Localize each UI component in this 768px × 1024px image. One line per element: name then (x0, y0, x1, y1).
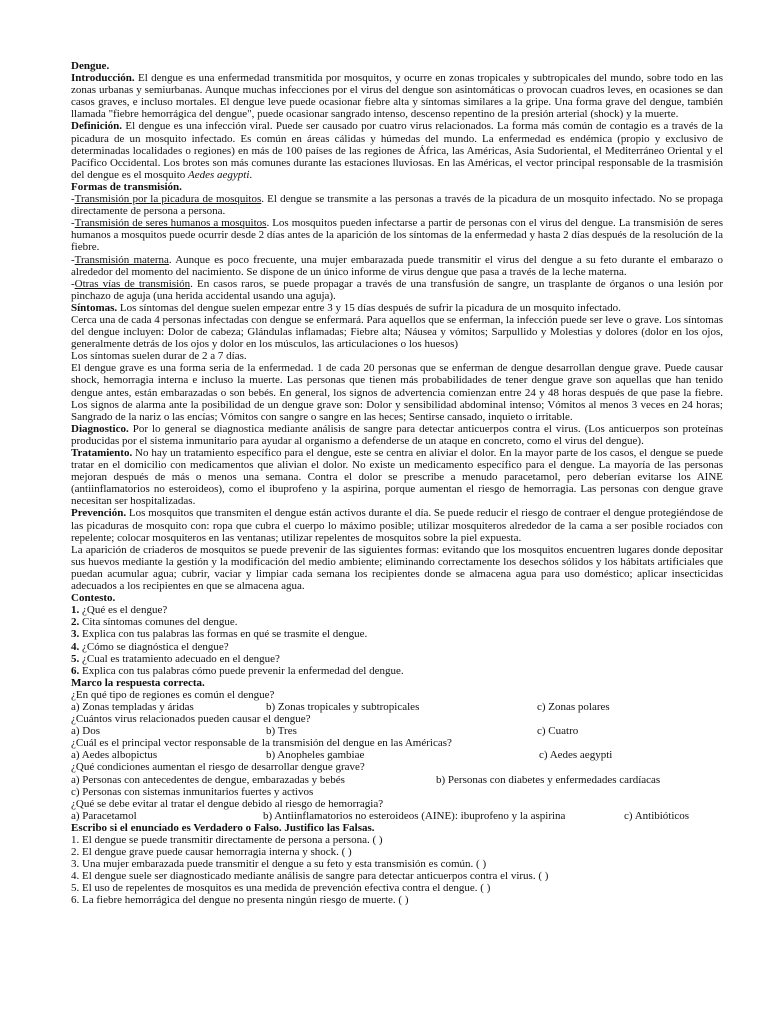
treatment-label: Tratamiento. (71, 447, 133, 459)
tf-item: 4. El dengue suele ser diagnosticado mediante análisis de sangre para detectar anticuerpos contra el virus. ( ) (71, 870, 549, 883)
symptoms-text: Los síntomas del dengue suelen empezar entre 3 y 15 días después de sufrir la picadura de un mosquito infectado. (117, 301, 621, 314)
mcq-options (71, 725, 723, 737)
tf-item: 5. El uso de repelentes de mosquitos es una medida de prevención efectiva contra el dengue. ( ) (71, 882, 491, 895)
option-c: c) Aedes aegypti (539, 749, 613, 762)
document-title: Dengue. (71, 60, 110, 72)
intro-label: Introducción. (71, 72, 135, 85)
question-number: 3. (71, 628, 80, 641)
intro-paragraph (71, 72, 723, 120)
tf-item: 3. Una mujer embarazada puede transmitir el dengue a su feto y esta transmisión es común. ( ) (71, 858, 487, 871)
option-b: b) Anopheles gambiae (266, 749, 365, 762)
mcq-options (71, 774, 723, 786)
symptoms-p2: Cerca una de cada 4 personas infectadas con dengue se enfermará. Para aquellos que se enferman, la infección puede ser leve o grave. Los síntomas del dengue incluyen: Dolor de cabeza; Glándulas inflamadas; Fiebre alta; Náusea y vómitos; Sarpullido y Molestias y dolores (dolor en los ojos, generalmente detrás de los ojos y dolor en los músculos, las articulaciones o los huesos) (71, 313, 723, 351)
definition-label: Definición. (71, 120, 123, 133)
forms-heading: Formas de transmisión. (71, 180, 182, 193)
option-a: a) Dos (71, 725, 101, 738)
tf-heading: Escribo si el enunciado es Verdadero o Falso. Justifico las Falsas. (71, 821, 375, 834)
prevention-label: Prevención. (71, 507, 127, 520)
form-text: . El dengue se transmite a las personas a través de la picadura de un mosquito infectado. No se propaga directamente de persona a persona. (71, 193, 723, 218)
form-item (71, 254, 723, 278)
symptoms-p3: Los síntomas suelen durar de 2 a 7 días. (71, 350, 247, 363)
mcq-question: ¿Cuál es el principal vector responsable de la transmisión del dengue en las Américas? (71, 737, 452, 750)
option-b: b) Antiinflamatorios no esteroideos (AINE): ibuprofeno y la aspirina (263, 809, 566, 822)
option-a: a) Personas con antecedentes de dengue, embarazadas y bebés (71, 773, 345, 786)
form-link: Transmisión materna (74, 253, 169, 266)
question-text: Cita síntomas comunes del dengue. (79, 616, 238, 629)
question-text: Explica con tus palabras cómo puede prevenir la enfermedad del dengue. (79, 664, 404, 677)
symptoms-paragraph (71, 302, 723, 314)
mcq-question: ¿Qué condiciones aumentan el riesgo de desarrollar dengue grave? (71, 761, 365, 774)
option-a: a) Zonas templadas y áridas (71, 700, 194, 713)
mcq-options (71, 749, 723, 761)
option-b: b) Tres (266, 725, 297, 738)
option-c: c) Zonas polares (537, 700, 610, 713)
question-item (71, 628, 723, 640)
treatment-text: No hay un tratamiento específico para el dengue, este se centra en aliviar el dolor. En la mayor parte de los casos, el dengue se puede tratar en el domicilio con medicamentos que alivian el dolor. No existe un medicamento específico para el dengue. La mayoría de las personas mejoran después de más o menos una semana. Contra el dolor se prescribe a menudo paracetamol, pero deberían evitarse los AINE (antiinflamatorios no esteroideos), como el ibuprofeno y la aspirina, porque aumentan el riesgo de hemorragia. Las personas con dengue grave necesitan ser hospitalizadas. (71, 447, 723, 508)
question-text: ¿Cual es tratamiento adecuado en el dengue? (79, 652, 280, 665)
mcq-question: ¿Cuántos virus relacionados pueden causar el dengue? (71, 713, 311, 726)
option-c: c) Personas con sistemas inmunitarios fuertes y activos (71, 785, 314, 798)
question-item (71, 653, 723, 665)
form-item (71, 217, 723, 253)
form-text: . Aunque es poco frecuente, una mujer embarazada puede transmitir el virus del dengue a su feto durante el embarazo o alrededor del momento del nacimiento. Se dispone de un único informe de virus dengue que pasa a través de la leche materna. (71, 253, 723, 278)
form-prefix: - (71, 277, 75, 290)
tf-item: 1. El dengue se puede transmitir directamente de persona a persona. ( ) (71, 834, 383, 846)
option-b: b) Personas con diabetes y enfermedades cardíacas (436, 773, 661, 786)
question-item (71, 604, 723, 616)
question-item (71, 641, 723, 653)
diagnosis-label: Diagnostico. (71, 422, 129, 435)
tf-item: 2. El dengue grave puede causar hemorragia interna y shock. ( ) (71, 846, 352, 859)
form-prefix: - (71, 217, 75, 230)
mcq-heading: Marco la respuesta correcta. (71, 676, 205, 689)
prevention-p2: La aparición de criaderos de mosquitos se puede prevenir de las siguientes formas: evitando que los mosquitos encuentren lugares donde depositar sus huevos mediante la gestión y la modificación del medio ambiente; eliminando correctamente los desechos sólidos y los hábitats artificiales que puedan acumular agua; cubrir, vaciar y limpiar cada semana los recipientes donde se almacena agua para uso doméstico; aplicar insecticidas adecuados a los recipientes en que se almacena agua. (71, 543, 723, 593)
tf-item: 6. La fiebre hemorrágica del dengue no presenta ningún riesgo de muerte. ( ) (71, 894, 409, 907)
form-link: Transmisión por la picadura de mosquitos (74, 193, 262, 206)
form-text: . En casos raros, se puede propagar a través de una transfusión de sangre, un trasplante de órganos o una lesión por pinchazo de aguja (una herida accidental usando una aguja). (71, 277, 723, 302)
form-item (71, 278, 723, 302)
question-item (71, 665, 723, 677)
intro-text: El dengue es una enfermedad transmitida por mosquitos, y ocurre en zonas tropicales y subtropicales del mundo, sobre todo en las zonas urbanas y semiurbanas. Aunque muchas infecciones por el virus del dengue son asintomáticas o provocan cuadros leves, en ocasiones se dan casos graves, e incluso mortales. El dengue leve puede ocasionar fiebre alta y síntomas similares a la gripe. Una forma grave del dengue, también llamada "fiebre hemorrágica del dengue", puede ocasionar sangrado intenso, descenso repentino de la presión arterial (shock) y la muerte. (71, 72, 723, 121)
question-item (71, 616, 723, 628)
definition-end: . (249, 168, 253, 181)
form-link: Transmisión de seres humanos a mosquitos (74, 217, 267, 230)
option-c: c) Antibióticos (624, 809, 690, 822)
option-c: c) Cuatro (537, 725, 579, 738)
questions-heading: Contesto. (71, 592, 116, 605)
document-body (71, 60, 723, 907)
question-number: 6. (71, 664, 80, 677)
symptoms-p4: El dengue grave es una forma seria de la enfermedad. 1 de cada 20 personas que se enferman de dengue desarrollan dengue grave. Puede causar shock, hemorragia interna e incluso la muerte. Las personas que tienen más probabilidades de tener dengue grave son aquellas que han tenido dengue antes, están embarazadas o son bebés. En general, los signos de advertencia comienzan entre 24 y 48 horas después de que pase la fiebre. Los signos de alarma ante la posibilidad de un dengue grave son: Dolor y sensibilidad abdominal intenso; Vómitos al menos 3 veces en 24 horas; Sangrado de la nariz o las encías; Vómitos con sangre o sangre en las heces; Sentirse cansado, inquieto o irritable. (71, 362, 723, 423)
mcq-question: ¿Qué se debe evitar al tratar el dengue debido al riesgo de hemorragia? (71, 797, 384, 810)
form-prefix: - (71, 253, 75, 266)
option-b: b) Zonas tropicales y subtropicales (266, 700, 420, 713)
question-text: ¿Cómo se diagnóstica el dengue? (79, 640, 229, 653)
definition-paragraph (71, 120, 723, 180)
question-number: 1. (71, 604, 80, 617)
question-number: 2. (71, 616, 80, 629)
prevention-text: Los mosquitos que transmiten el dengue están activos durante el día. Se puede reducir el riesgo de contraer el dengue protegiéndose de las picaduras de mosquito con: ropa que cubra el cuerpo lo máximo posible; utilizar mosquiteros alrededor de la cama a ser posible rociados con repelente; colocar mosquiteros en las ventanas; utilizar repelentes de mosquitos sobre la piel expuesta. (71, 507, 723, 544)
question-text: ¿Qué es el dengue? (79, 604, 168, 617)
diagnosis-paragraph (71, 423, 723, 447)
prevention-paragraph (71, 507, 723, 543)
mcq-options (71, 810, 723, 822)
mcq-question: ¿En qué tipo de regiones es común el dengue? (71, 688, 275, 701)
form-link: Otras vías de transmisión (74, 277, 191, 290)
option-a: a) Aedes albopictus (71, 749, 158, 762)
question-text: Explica con tus palabras las formas en qué se trasmite el dengue. (79, 628, 368, 641)
definition-text: El dengue es una infección viral. Puede ser causado por cuatro virus relacionados. La forma más común de contagio es a través de la picadura de un mosquito infectado. Es común en áreas cálidas y húmedas del mundo. La enfermedad es endémica (propio y exclusivo de determinadas localidades o regiones) en más de 100 países de las regiones de África, las Américas, Asia Sudoriental, el Mediterráneo Oriental y el Pacífico Occidental. Los brotes son más comunes durante las estaciones lluviosas. En las Américas, el vector principal responsable de la trasmisión del dengue es el mosquito (71, 120, 723, 181)
vector-name: Aedes aegypti (188, 168, 250, 181)
treatment-paragraph (71, 447, 723, 507)
symptoms-label: Síntomas. (71, 301, 118, 314)
form-text: . Los mosquitos pueden infectarse a partir de personas con el virus del dengue. La transmisión de seres humanos a mosquitos puede ocurrir desde 2 días antes de la aparición de los síntomas de la enfermedad y hasta 2 días después de la resolución de la fiebre. (71, 217, 723, 254)
mcq-options (71, 701, 723, 713)
option-a: a) Paracetamol (71, 809, 137, 822)
diagnosis-text: Por lo general se diagnostica mediante análisis de sangre para detectar anticuerpos contra el virus. (Los anticuerpos son proteínas producidas por el sistema inmunitario para ayudar al organismo a defenderse de un ataque en concreto, como el virus del dengue). (71, 422, 723, 447)
question-number: 5. (71, 652, 80, 665)
form-item (71, 193, 723, 217)
question-number: 4. (71, 640, 80, 653)
form-prefix: - (71, 193, 75, 206)
